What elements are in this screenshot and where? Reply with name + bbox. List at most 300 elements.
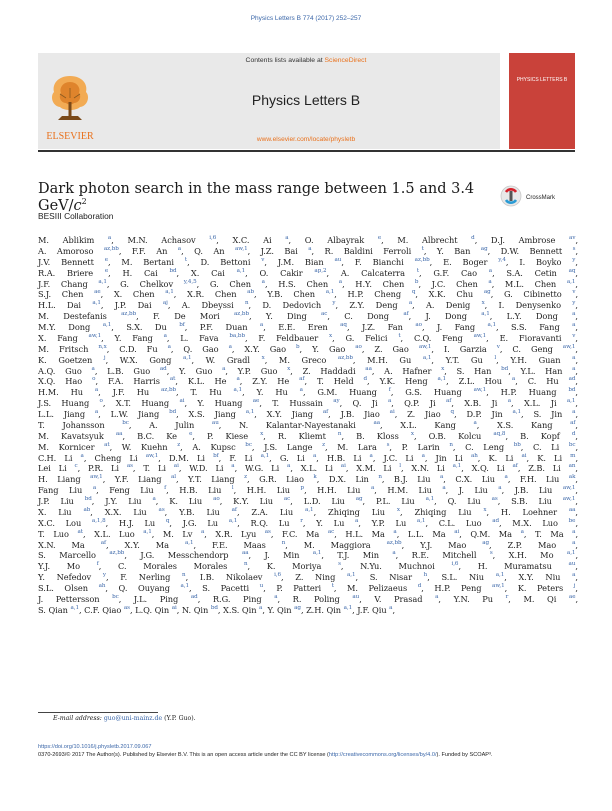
affiliation-marker[interactable]: at xyxy=(104,441,110,448)
affiliation-marker[interactable]: e xyxy=(377,235,382,241)
affiliation-marker[interactable]: aw,1 xyxy=(562,343,576,350)
affiliation-marker[interactable]: v xyxy=(261,256,265,263)
license-link[interactable]: http://creativecommons.org/licenses/by/4.0/ xyxy=(328,752,437,758)
affiliation-marker[interactable]: y xyxy=(572,256,576,263)
affiliation-marker[interactable]: a,1 xyxy=(180,583,190,589)
affiliation-marker[interactable]: aa xyxy=(115,430,123,437)
affiliation-marker[interactable]: aw,1 xyxy=(88,332,102,339)
affiliation-marker[interactable]: a xyxy=(488,278,492,285)
affiliation-marker[interactable]: v xyxy=(572,332,576,339)
affiliation-marker[interactable]: a xyxy=(231,463,235,470)
affiliation-marker[interactable]: an xyxy=(568,463,576,470)
affiliation-marker[interactable]: a xyxy=(504,474,508,481)
elsevier-logo xyxy=(40,58,100,146)
affiliation-marker[interactable]: c xyxy=(74,463,78,470)
affiliation-marker[interactable]: ae xyxy=(568,593,576,600)
affiliation-marker[interactable]: y xyxy=(332,300,336,307)
affiliation-marker[interactable]: a xyxy=(236,376,240,383)
affiliation-marker[interactable]: ag xyxy=(294,604,301,611)
affiliation-marker[interactable]: t xyxy=(416,267,420,274)
author-line: T. Johansson $^{bc}$, A. Julin $^{au}$, N. Kalantar-Nayestanaki $^{aa}$, X.L. Kang $^a$, X.S. Kang $^{af}$, xyxy=(38,419,578,430)
affiliation-marker[interactable]: ba,bb xyxy=(229,332,245,339)
affiliation-marker[interactable]: s xyxy=(489,550,493,557)
affiliation-marker[interactable]: aq xyxy=(568,267,576,274)
affiliation-marker[interactable]: v xyxy=(572,289,576,296)
affiliation-marker[interactable]: f xyxy=(96,561,99,568)
author-line: J. Pettersson $^{bc}$, J.L. Ping $^{ad}$, R.G. Ping $^a$, R. Poling $^{au}$, V. Prasad $^a$, Y.N. Pu $^r$, M. Qi $^{ae}$, xyxy=(38,593,579,604)
affiliation-marker[interactable]: y xyxy=(102,572,106,579)
affiliation-marker[interactable]: a,1 xyxy=(425,496,435,502)
affiliation-marker[interactable]: aa xyxy=(241,550,249,557)
affiliation-marker[interactable]: af xyxy=(446,398,452,405)
affiliation-marker[interactable]: z xyxy=(244,474,248,481)
affiliation-marker[interactable]: n,x xyxy=(98,343,107,350)
author-line: H.M. Hu $^a$, J.F. Hu $^{az,bb}$, T. Hu $^{a,1}$, Y. Hu $^a$, G.M. Huang $^f$, G.S. Huang $^{aw,1}$, H.P. Huang $^{bd}$, xyxy=(38,387,578,397)
affiliation-marker[interactable]: s xyxy=(572,245,576,252)
journal-cover[interactable] xyxy=(509,53,575,149)
affiliation-marker[interactable]: aa xyxy=(365,365,372,372)
affiliation-marker[interactable]: a xyxy=(261,278,265,285)
affiliation-marker[interactable]: x xyxy=(260,430,264,437)
affiliation-marker[interactable]: n xyxy=(243,561,248,568)
affiliation-marker[interactable]: y,4,5 xyxy=(183,278,197,285)
affiliation-marker[interactable]: a xyxy=(511,376,516,383)
affiliation-marker[interactable]: t xyxy=(398,332,401,339)
affiliation-marker[interactable]: ad xyxy=(492,517,500,524)
affiliation-marker[interactable]: bd xyxy=(568,387,576,394)
affiliation-marker[interactable]: az,bb xyxy=(121,311,137,318)
affiliation-marker[interactable]: a,1 xyxy=(182,354,192,361)
affiliation-marker[interactable]: a,1 xyxy=(236,267,246,274)
email-owner: (Y.P. Guo). xyxy=(162,715,196,722)
affiliation-marker[interactable]: d xyxy=(363,376,368,383)
affiliation-marker[interactable]: n xyxy=(244,300,249,307)
title-unit-base: c xyxy=(73,197,82,214)
journal-homepage-link[interactable]: www.elsevier.com/locate/physletb xyxy=(256,136,356,143)
affiliation-marker[interactable]: a xyxy=(259,604,263,611)
affiliation-marker[interactable]: a xyxy=(389,604,393,611)
affiliation-marker[interactable]: a,1 xyxy=(305,506,314,513)
affiliation-marker[interactable]: a,1 xyxy=(437,376,447,383)
journal-reference[interactable]: Physics Letters B 774 (2017) 252–257 xyxy=(250,15,362,22)
affiliation-marker[interactable]: y xyxy=(572,300,576,307)
affiliation-marker[interactable]: a,1 xyxy=(566,398,576,405)
affiliation-marker[interactable]: bc xyxy=(245,441,252,448)
affiliation-marker[interactable]: a,1 xyxy=(566,278,576,285)
affiliation-marker[interactable]: bd xyxy=(169,267,177,274)
affiliation-marker[interactable]: aw,1 xyxy=(562,485,576,492)
affiliation-marker[interactable]: x xyxy=(483,506,487,513)
affiliation-marker[interactable]: a xyxy=(152,496,156,502)
affiliation-marker[interactable]: a,1,8 xyxy=(91,517,106,524)
affiliation-marker[interactable]: a,1 xyxy=(98,278,107,285)
affiliation-marker[interactable]: a,1 xyxy=(416,517,426,524)
author-line: Y. Nefedov $^y$, F. Nerling $^n$, I.B. Nikolaev $^{i,6}$, Z. Ning $^{a,1}$, S. Nisar $^h$, S.L. Niu $^{a,1}$, X.Y. Niu $^a$, xyxy=(38,571,578,582)
header-rule xyxy=(38,150,575,152)
corresponding-email xyxy=(53,715,196,722)
affiliation-marker[interactable]: d xyxy=(471,235,475,241)
affiliation-marker[interactable]: a xyxy=(572,354,576,361)
affiliation-marker[interactable]: ai xyxy=(521,452,527,459)
affiliation-marker[interactable]: ai xyxy=(179,398,185,405)
author-line: X. Fang $^{aw,1}$, Y. Fang $^a$, L. Fava $^{ba,bb}$, F. Feldbauer $^x$, G. Felici $^t$, C.Q. Feng $^{aw,1}$, E. Fioravanti $^v$, xyxy=(38,332,578,343)
affiliation-marker[interactable]: a xyxy=(507,398,512,405)
affiliation-marker[interactable]: be xyxy=(568,517,576,524)
author-line: S.J. Chen $^{ae}$, X. Chen $^{a,1}$, X.R. Chen $^{ab}$, Y.B. Chen $^{a,1}$, H.P. Cheng $^q$, X.K. Chu $^{ag}$, G. Cibinetto $^v$, xyxy=(38,289,579,300)
affiliation-marker[interactable]: ai xyxy=(389,409,395,415)
affiliation-marker[interactable]: ay xyxy=(333,398,340,405)
affiliation-marker[interactable]: d xyxy=(571,430,576,437)
affiliation-marker[interactable]: j xyxy=(573,583,576,589)
affiliation-marker[interactable]: a,1 xyxy=(343,604,353,611)
affiliation-marker[interactable]: a,1 xyxy=(228,517,238,524)
affiliation-marker[interactable]: a xyxy=(259,322,264,328)
affiliation-marker[interactable]: a xyxy=(370,485,375,492)
affiliation-marker[interactable]: ac xyxy=(321,311,328,318)
affiliation-marker[interactable]: az,bb xyxy=(386,539,402,546)
sciencedirect-link[interactable]: ScienceDirect xyxy=(324,57,367,64)
affiliation-marker[interactable]: bf xyxy=(179,322,185,328)
affiliation-marker[interactable]: ai xyxy=(454,528,460,535)
journal-name: Physics Letters B xyxy=(251,92,361,108)
affiliation-marker[interactable]: ak xyxy=(568,474,576,481)
affiliation-marker[interactable]: q xyxy=(165,517,170,524)
affiliation-marker[interactable]: r xyxy=(300,517,303,524)
affiliation-marker[interactable]: n xyxy=(182,572,186,579)
affiliation-marker[interactable]: a,1 xyxy=(346,572,356,579)
affiliation-marker[interactable]: ad xyxy=(159,365,167,372)
affiliation-marker[interactable]: a,1 xyxy=(102,322,112,328)
affiliation-marker[interactable]: n xyxy=(378,474,382,481)
affiliation-marker[interactable]: al xyxy=(170,474,176,481)
affiliation-marker[interactable]: az,bb xyxy=(109,550,125,557)
email-label: E-mail address: xyxy=(53,715,104,722)
author-line: J.S. Huang $^o$, X.T. Huang $^{ai}$, Y. Huang $^{ae}$, T. Hussain $^{ay}$, Q. Ji $^a$, Q.P. Ji $^{af}$, X.B. Ji $^a$, X.L. Ji $^{a,1}$, xyxy=(38,397,578,408)
affiliation-marker[interactable]: e xyxy=(104,267,109,274)
affiliation-marker[interactable]: ac xyxy=(283,496,291,502)
affiliation-marker[interactable]: a,1 xyxy=(260,452,270,459)
affiliation-marker[interactable]: a xyxy=(94,387,99,394)
affiliation-marker[interactable]: a,1 xyxy=(325,289,335,296)
doi-link[interactable]: https://doi.org/10.1016/j.physletb.2017.09.067 xyxy=(38,744,152,750)
affiliation-marker[interactable]: aj xyxy=(162,300,168,307)
affiliation-marker[interactable]: ad xyxy=(568,376,576,383)
affiliation-marker[interactable]: a xyxy=(572,539,576,546)
affiliation-marker[interactable]: x xyxy=(441,365,445,372)
affiliation-marker[interactable]: at xyxy=(77,528,83,535)
affiliation-marker[interactable]: aq xyxy=(340,322,347,328)
contents-prefix: Contents lists available at xyxy=(245,57,325,64)
affiliation-marker[interactable]: m xyxy=(570,452,576,459)
affiliation-marker[interactable]: af xyxy=(512,463,518,470)
affiliation-marker[interactable]: bb xyxy=(513,441,521,448)
affiliation-marker[interactable]: af xyxy=(322,409,329,415)
affiliation-marker[interactable]: d xyxy=(417,583,422,589)
affiliation-marker[interactable]: x xyxy=(396,506,401,513)
affiliation-marker[interactable]: o xyxy=(92,376,96,383)
affiliation-marker[interactable]: bc xyxy=(568,441,576,448)
affiliation-marker[interactable]: ao xyxy=(415,322,422,328)
affiliation-marker[interactable]: az,bb xyxy=(337,354,353,361)
affiliation-marker[interactable]: ah xyxy=(470,452,478,459)
affiliation-marker[interactable]: ae xyxy=(252,398,260,405)
affiliation-marker[interactable]: au xyxy=(211,419,219,426)
affiliation-marker[interactable]: aw,1 xyxy=(473,387,487,394)
affiliation-marker[interactable]: ap,2 xyxy=(314,267,327,274)
affiliation-marker[interactable]: ai xyxy=(340,463,346,470)
author-line: S. Qian $^{a,1}$, C.F. Qiao $^{as}$, L.Q. Qin $^{ai}$, N. Qin $^{bd}$, X.S. Qin $^a$, Y. Qin $^{ag}$, Z.H. Qin $^{a,1}$, J.F. Qiu $^a$, xyxy=(38,604,396,615)
affiliation-marker[interactable]: aq,8 xyxy=(493,430,506,437)
affiliation-marker[interactable]: p xyxy=(300,485,305,492)
affiliation-marker[interactable]: f xyxy=(388,387,391,394)
affiliation-marker[interactable]: ag xyxy=(482,539,490,546)
affiliation-marker[interactable]: a,1 xyxy=(512,409,522,415)
affiliation-marker[interactable]: l xyxy=(231,485,234,492)
affiliation-marker[interactable]: bd xyxy=(169,409,177,415)
affiliation-marker[interactable]: x xyxy=(481,300,485,307)
affiliation-marker[interactable]: ac xyxy=(327,528,335,535)
affiliation-marker[interactable]: a xyxy=(222,365,226,372)
affiliation-marker[interactable]: ao xyxy=(355,343,362,350)
affiliation-marker[interactable]: e xyxy=(189,430,193,437)
affiliation-marker[interactable]: a xyxy=(274,593,278,600)
affiliation-marker[interactable]: as xyxy=(158,506,165,513)
affiliation-marker[interactable]: a xyxy=(421,452,425,459)
affiliation-marker[interactable]: ao xyxy=(213,496,220,502)
affiliation-marker[interactable]: a xyxy=(473,419,477,426)
affiliation-marker[interactable]: as xyxy=(491,496,498,502)
affiliation-marker[interactable]: h xyxy=(423,572,428,579)
affiliation-marker[interactable]: j xyxy=(103,354,106,361)
affiliation-marker[interactable]: a xyxy=(572,311,576,318)
affiliation-marker[interactable]: ag xyxy=(483,289,491,296)
affiliation-marker[interactable]: a,1 xyxy=(422,354,432,361)
author-line: M.Y. Dong $^{a,1}$, S.X. Du $^{bf}$, P.F. Duan $^a$, E.E. Eren $^{aq}$, J.Z. Fan $^{ao}$, J. Fang $^{a,1}$, S.S. Fang $^a$, xyxy=(38,321,578,332)
affiliation-marker[interactable]: i,6 xyxy=(274,572,282,579)
affiliation-marker[interactable]: i,6 xyxy=(451,561,459,568)
affiliation-marker[interactable]: t xyxy=(184,256,188,263)
affiliation-marker[interactable]: a xyxy=(355,517,359,524)
affiliation-marker[interactable]: x xyxy=(410,430,414,437)
affiliation-marker[interactable]: a,1 xyxy=(452,463,462,470)
affiliation-marker[interactable]: s xyxy=(338,561,341,568)
affiliation-marker[interactable]: v xyxy=(496,343,500,350)
elsevier-wordmark: ELSEVIER xyxy=(46,131,94,142)
affiliation-marker[interactable]: aw,1 xyxy=(562,496,576,502)
affiliation-marker[interactable]: ad xyxy=(190,593,198,600)
author-list xyxy=(38,233,578,614)
affiliation-marker[interactable]: bd xyxy=(501,365,509,372)
author-line: L.L. Jiang $^a$, L.W. Jiang $^{bd}$, X.S. Jiang $^{a,1}$, X.Y. Jiang $^{af}$, J.B. Jiao $^{ai}$, Z. Jiao $^q$, D.P. Jin $^{a,1}$, S. Jin $^a$, xyxy=(38,408,579,419)
author-line: M. Kornicer $^{at}$, W. Kuehn $^z$, A. Kupsc $^{bc}$, J.S. Lange $^z$, M. Lara $^s$, P. Larin $^n$, C. Leng $^{bb}$, C. Li $^{bc}$, xyxy=(38,441,579,452)
affiliation-marker[interactable]: y,4 xyxy=(498,256,506,263)
affiliation-marker[interactable]: n xyxy=(281,539,286,546)
affiliation-marker[interactable]: a xyxy=(572,572,576,579)
affiliation-marker[interactable]: a xyxy=(287,463,291,470)
affiliation-marker[interactable]: aw,1 xyxy=(418,343,432,350)
affiliation-marker[interactable]: au xyxy=(352,593,360,600)
author-line: A.Q. Guo $^a$, L.B. Guo $^{ad}$, Y. Guo $^a$, Y.P. Guo $^x$, Z. Haddadi $^{aa}$, A. Hafner $^x$, S. Han $^{bd}$, Y.L. Han $^a$, xyxy=(38,365,578,376)
affiliation-marker[interactable]: a,1 xyxy=(495,572,505,579)
affiliation-marker[interactable]: aw,1 xyxy=(235,245,248,252)
affiliation-marker[interactable]: aw,1 xyxy=(145,452,159,459)
affiliation-marker[interactable]: a xyxy=(439,474,444,481)
affiliation-marker[interactable]: a xyxy=(387,398,392,405)
affiliation-marker[interactable]: a,1 xyxy=(165,289,174,296)
affiliation-marker[interactable]: a xyxy=(167,343,171,350)
author-line: X.C. Lou $^{a,1,8}$, H.J. Lu $^q$, J.G. Lu $^{a,1}$, R.Q. Lu $^r$, Y. Lu $^a$, Y.P. Lu $^{a,1}$, C.L. Luo $^{ad}$, M.X. Luo $^{be}$, xyxy=(38,517,579,528)
affiliation-marker[interactable]: a,1 xyxy=(70,604,79,611)
affiliation-marker[interactable]: ah xyxy=(98,583,106,589)
affiliation-marker[interactable]: i,6 xyxy=(209,235,217,241)
affiliation-marker[interactable]: av xyxy=(569,235,576,241)
affiliation-marker[interactable]: as xyxy=(126,463,133,470)
affiliation-marker[interactable]: t xyxy=(331,583,334,589)
author-line: C.H. Li $^a$, Cheng Li $^{aw,1}$, D.M. Li $^{bf}$, F. Li $^{a,1}$, G. Li $^a$, H.B. Li $^a$, J.C. Li $^a$, Jin Li $^{ah}$, K. Li $^{ai}$, K. Li $^m$, xyxy=(38,452,579,463)
affiliation-marker[interactable]: s xyxy=(386,441,390,448)
affiliation-marker[interactable]: a xyxy=(442,485,446,492)
affiliation-marker[interactable]: a xyxy=(92,485,97,492)
affiliation-marker[interactable]: as xyxy=(123,604,130,611)
affiliation-marker[interactable]: a,1 xyxy=(233,387,243,394)
affiliation-marker[interactable]: a xyxy=(520,528,524,535)
affiliation-marker[interactable]: az,bb xyxy=(234,311,249,318)
author-line: M. Destefanis $^{az,bb}$, F. De Mori $^{az,bb}$, Y. Ding $^{ac}$, C. Dong $^{af}$, J. Dong $^{a,1}$, L.Y. Dong $^a$, xyxy=(38,310,578,321)
email-link[interactable]: guo@uni-mainz.de xyxy=(103,715,163,722)
affiliation-marker[interactable]: a xyxy=(228,343,232,350)
affiliation-marker[interactable]: a xyxy=(572,322,576,328)
affiliation-marker[interactable]: a xyxy=(163,332,167,339)
affiliation-marker[interactable]: a,1 xyxy=(566,550,576,557)
affiliation-marker[interactable]: ag xyxy=(480,245,488,252)
affiliation-marker[interactable]: af xyxy=(570,419,576,426)
affiliation-marker[interactable]: af xyxy=(100,539,107,546)
affiliation-marker[interactable]: a xyxy=(572,528,576,535)
crossmark-icon xyxy=(501,186,521,206)
affiliation-marker[interactable]: a xyxy=(312,452,317,459)
affiliation-marker[interactable]: f xyxy=(164,485,167,492)
affiliation-marker[interactable]: a xyxy=(572,409,576,415)
affiliation-marker[interactable]: a xyxy=(200,528,205,535)
affiliation-marker[interactable]: a xyxy=(408,300,413,307)
affiliation-marker[interactable]: ai xyxy=(173,463,179,470)
affiliation-marker[interactable]: bf xyxy=(213,452,219,459)
affiliation-marker[interactable]: z xyxy=(322,441,326,448)
affiliation-marker[interactable]: q xyxy=(450,409,455,415)
affiliation-marker[interactable]: b xyxy=(414,278,419,285)
affiliation-marker[interactable]: b xyxy=(296,343,300,350)
affiliation-marker[interactable]: a xyxy=(308,245,312,252)
affiliation-marker[interactable]: l xyxy=(494,354,497,361)
affiliation-marker[interactable]: az,bb xyxy=(414,256,430,263)
license-prefix: 0370-2693/© 2017 The Author(s). Published by Elsevier B.V. This is an open access article under the CC BY license ( xyxy=(38,752,329,758)
affiliation-marker[interactable]: a xyxy=(392,550,396,557)
affiliation-marker[interactable]: a,1 xyxy=(92,300,101,307)
author-line: X.Q. Hao $^o$, F.A. Harris $^{at}$, K.L. He $^a$, Z.Y. He $^{af}$, T. Held $^d$, Y.K. Heng $^{a,1}$, Z.L. Hou $^a$, C. Hu $^{ad}$, xyxy=(38,376,578,387)
affiliation-marker[interactable]: n xyxy=(449,441,453,448)
author-line: S. Marcello $^{az,bb}$, J.G. Messchendorp $^{aa}$, J. Min $^{a,1}$, T.J. Min $^a$, R.E. Mitchell $^s$, X.H. Mo $^{a,1}$, xyxy=(38,550,579,561)
affiliation-marker[interactable]: a xyxy=(435,593,439,600)
author-line: X.N. Ma $^{af}$, X.Y. Ma $^{a,1}$, F.E. Maas $^n$, M. Maggiora $^{az,bb}$, Y.J. Mao $^{ag}$, Z.P. Mao $^a$, xyxy=(38,539,578,550)
affiliation-marker[interactable]: a xyxy=(299,387,303,394)
affiliation-marker[interactable]: a xyxy=(393,528,397,535)
affiliation-marker[interactable]: ag xyxy=(355,496,363,502)
affiliation-marker[interactable]: au xyxy=(334,256,342,263)
affiliation-marker[interactable]: as xyxy=(264,528,271,535)
affiliation-marker[interactable]: af xyxy=(403,311,409,318)
affiliation-marker[interactable]: bd xyxy=(210,604,218,611)
affiliation-marker[interactable]: az,bb xyxy=(103,245,119,252)
author-line: M. Ablikim $^a$, M.N. Achasov $^{i,6}$, X.C. Ai $^a$, O. Albayrak $^e$, M. Albrecht $^d$, D.J. Ambrose $^{av}$, xyxy=(38,234,579,245)
affiliation-marker[interactable]: ae xyxy=(94,289,101,296)
affiliation-marker[interactable]: a,1 xyxy=(481,311,490,318)
affiliation-marker[interactable]: a xyxy=(488,267,493,274)
affiliation-marker[interactable]: a xyxy=(498,485,502,492)
affiliation-marker[interactable]: a,1 xyxy=(245,409,255,415)
affiliation-marker[interactable]: x xyxy=(328,332,333,339)
affiliation-marker[interactable]: ab xyxy=(83,506,91,513)
author-line: T. Luo $^{at}$, X.L. Luo $^{a,1}$, M. Lv $^a$, X.R. Lyu $^{as}$, F.C. Ma $^{ac}$, H.L. Ma $^a$, L.L. Ma $^{ai}$, Q.M. Ma $^a$, T. Ma $^a$, xyxy=(38,528,579,539)
author-line: R.A. Briere $^e$, H. Cai $^{bd}$, X. Cai $^{a,1}$, O. Cakir $^{ap,2}$, A. Calcaterra $^t$, G.F. Cao $^a$, S.A. Cetin $^{aq}$, xyxy=(38,267,578,278)
affiliation-marker[interactable]: a,1 xyxy=(143,528,152,535)
affiliation-marker[interactable]: af xyxy=(299,376,305,383)
affiliation-marker[interactable]: a xyxy=(572,365,576,372)
affiliation-marker[interactable]: x xyxy=(261,354,265,361)
affiliation-marker[interactable]: a,1 xyxy=(487,322,497,328)
affiliation-marker[interactable]: u xyxy=(259,583,264,589)
crossmark-badge[interactable] xyxy=(500,185,586,207)
affiliation-marker[interactable]: a xyxy=(107,235,112,241)
affiliation-marker[interactable]: e xyxy=(104,256,108,263)
affiliation-marker[interactable]: z xyxy=(177,441,181,448)
affiliation-marker[interactable]: bc xyxy=(112,593,119,600)
affiliation-marker[interactable]: r xyxy=(505,593,509,600)
affiliation-marker[interactable]: a xyxy=(369,452,373,459)
author-line: H.L. Dai $^{a,1}$, J.P. Dai $^{aj}$, A. Dbeyssi $^n$, D. Dedovich $^y$, Z.Y. Deng $^a$, A. Denig $^x$, I. Denysenko $^y$, xyxy=(38,300,578,310)
affiliation-marker[interactable]: a xyxy=(91,365,95,372)
affiliation-marker[interactable]: k xyxy=(313,474,317,481)
affiliation-marker[interactable]: aa xyxy=(373,419,381,426)
affiliation-marker[interactable]: at xyxy=(169,376,176,383)
affiliation-marker[interactable]: q xyxy=(411,289,416,296)
affiliation-marker[interactable]: a xyxy=(177,245,182,252)
affiliation-marker[interactable]: o xyxy=(99,398,103,405)
affiliation-marker[interactable]: aw,1 xyxy=(90,474,103,481)
affiliation-marker[interactable]: a,1 xyxy=(312,550,322,557)
affiliation-marker[interactable]: au xyxy=(568,561,576,568)
affiliation-marker[interactable]: bc xyxy=(122,419,129,426)
affiliation-marker[interactable]: l xyxy=(399,463,401,470)
affiliation-marker[interactable]: aw,1 xyxy=(492,583,505,589)
affiliation-marker[interactable]: ai xyxy=(171,604,177,611)
affiliation-marker[interactable]: a xyxy=(285,235,289,241)
affiliation-marker[interactable]: aw,1 xyxy=(473,332,487,339)
affiliation-marker[interactable]: a,1 xyxy=(184,539,194,546)
affiliation-marker[interactable]: bd xyxy=(84,496,92,502)
affiliation-marker[interactable]: aa xyxy=(568,506,576,513)
affiliation-marker[interactable]: x xyxy=(287,365,291,372)
affiliation-marker[interactable]: az,bb xyxy=(161,387,177,394)
affiliation-marker[interactable]: ab xyxy=(247,289,254,296)
author-line: Lei Li $^c$, P.R. Li $^{as}$, T. Li $^{ai}$, W.D. Li $^a$, W.G. Li $^a$, X.L. Li $^{ai}$, X.M. Li $^l$, X.N. Li $^{a,1}$, X.Q. Li $^{af}$, Z.B. Li $^{an}$, xyxy=(38,463,578,474)
affiliation-marker[interactable]: n xyxy=(337,430,342,437)
affiliation-marker[interactable]: t xyxy=(421,245,424,252)
affiliation-marker[interactable]: a xyxy=(94,409,99,415)
affiliation-marker[interactable]: a xyxy=(80,452,84,459)
affiliation-marker[interactable]: af xyxy=(231,506,237,513)
affiliation-marker[interactable]: a xyxy=(338,278,343,285)
footnote-rule xyxy=(38,712,158,713)
